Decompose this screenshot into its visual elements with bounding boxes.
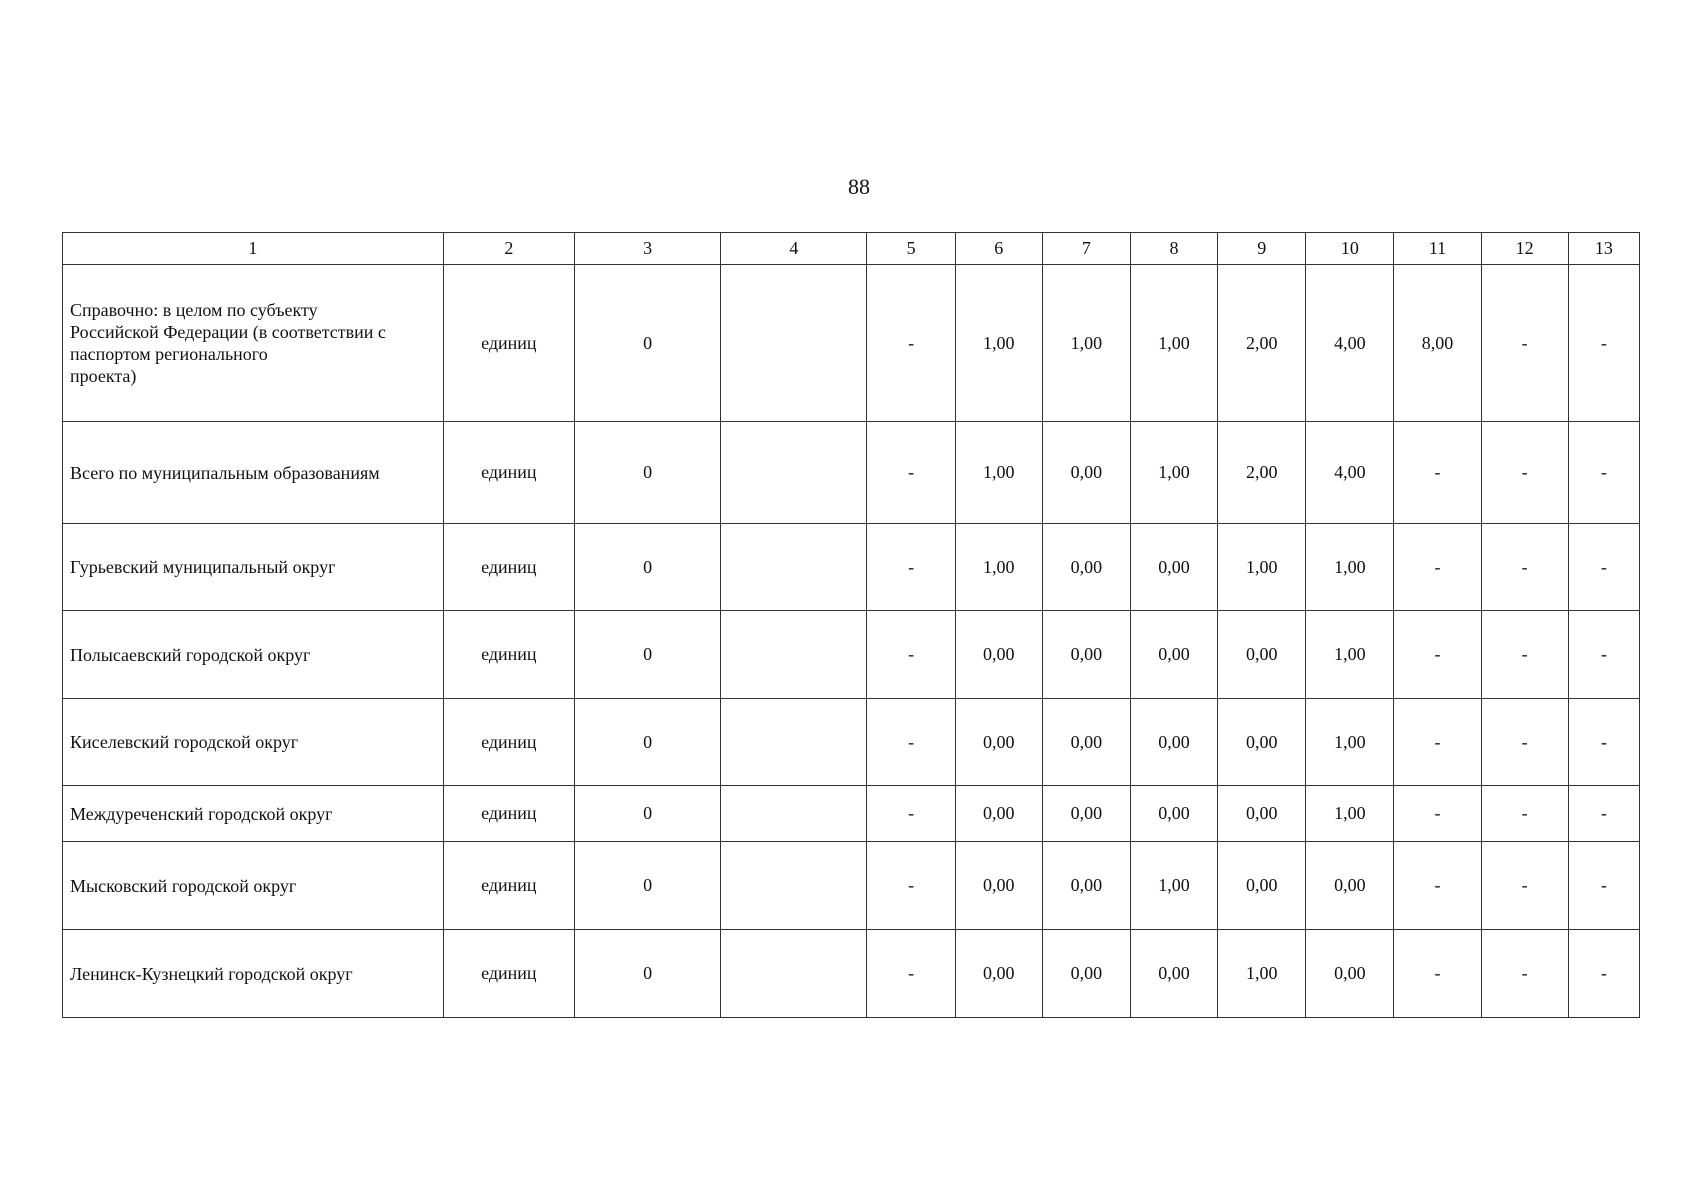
value-cell: 0 <box>574 265 720 422</box>
row-name-line: Российской Федерации (в соответствии с <box>70 322 386 342</box>
value-cell: - <box>1481 930 1568 1018</box>
row-name-cell <box>63 265 444 422</box>
value-cell <box>721 422 867 524</box>
value-cell: - <box>1394 842 1481 930</box>
column-number-row <box>63 233 1640 265</box>
value-cell: 1,00 <box>1130 842 1217 930</box>
value-cell: 1,00 <box>955 422 1042 524</box>
column-number: 1 <box>63 233 444 265</box>
value-cell: 2,00 <box>1218 422 1306 524</box>
value-cell: - <box>867 699 955 786</box>
value-cell: 1,00 <box>1306 699 1394 786</box>
value-cell: 0,00 <box>1042 422 1130 524</box>
table-row <box>63 265 1640 422</box>
value-cell: 0,00 <box>1130 930 1217 1018</box>
value-cell: 1,00 <box>1218 930 1306 1018</box>
column-number: 2 <box>443 233 574 265</box>
table-row <box>63 611 1640 699</box>
value-cell: 0 <box>574 699 720 786</box>
unit-cell: единиц <box>443 699 574 786</box>
column-number: 9 <box>1218 233 1306 265</box>
value-cell: - <box>1394 930 1481 1018</box>
page-number: 88 <box>848 174 870 199</box>
value-cell: 4,00 <box>1306 265 1394 422</box>
column-number: 13 <box>1568 233 1639 265</box>
column-number: 10 <box>1306 233 1394 265</box>
unit-cell: единиц <box>443 422 574 524</box>
value-cell: 1,00 <box>955 265 1042 422</box>
value-cell: 0,00 <box>1130 611 1217 699</box>
value-cell: 1,00 <box>1042 265 1130 422</box>
table-row <box>63 786 1640 842</box>
value-cell: 1,00 <box>1306 611 1394 699</box>
value-cell: - <box>1481 524 1568 611</box>
value-cell: 0,00 <box>1042 786 1130 842</box>
value-cell: - <box>1481 699 1568 786</box>
value-cell: 1,00 <box>1218 524 1306 611</box>
value-cell: 1,00 <box>1306 786 1394 842</box>
value-cell: 1,00 <box>1130 265 1217 422</box>
value-cell: 0,00 <box>955 930 1042 1018</box>
row-name-line: Справочно: в целом по субъекту <box>70 300 318 320</box>
unit-cell: единиц <box>443 524 574 611</box>
value-cell: - <box>867 842 955 930</box>
value-cell: 0,00 <box>1218 699 1306 786</box>
value-cell: 0,00 <box>1218 611 1306 699</box>
value-cell: 0 <box>574 611 720 699</box>
unit-cell: единиц <box>443 842 574 930</box>
row-name-cell: Междуреченский городской округ <box>63 786 444 842</box>
table-row <box>63 422 1640 524</box>
value-cell: 4,00 <box>1306 422 1394 524</box>
value-cell: 1,00 <box>955 524 1042 611</box>
table-row <box>63 699 1640 786</box>
value-cell: 0,00 <box>1042 524 1130 611</box>
value-cell: 0,00 <box>955 786 1042 842</box>
value-cell <box>721 265 867 422</box>
row-name-cell: Полысаевский городской округ <box>63 611 444 699</box>
unit-cell: единиц <box>443 786 574 842</box>
unit-cell: единиц <box>443 611 574 699</box>
row-name-cell: Ленинск-Кузнецкий городской округ <box>63 930 444 1018</box>
table-row <box>63 524 1640 611</box>
value-cell: - <box>867 786 955 842</box>
row-name-line: проекта) <box>70 366 137 386</box>
value-cell: - <box>1568 524 1639 611</box>
value-cell: 0 <box>574 842 720 930</box>
row-name-cell: Всего по муниципальным образованиям <box>63 422 444 524</box>
value-cell: - <box>1568 699 1639 786</box>
value-cell: - <box>1394 786 1481 842</box>
column-number: 11 <box>1394 233 1481 265</box>
value-cell <box>721 930 867 1018</box>
value-cell <box>721 786 867 842</box>
row-name-cell: Мысковский городской округ <box>63 842 444 930</box>
value-cell: 0,00 <box>1306 842 1394 930</box>
value-cell: - <box>1481 422 1568 524</box>
value-cell: - <box>1394 699 1481 786</box>
column-number: 4 <box>721 233 867 265</box>
row-name-cell: Гурьевский муниципальный округ <box>63 524 444 611</box>
value-cell: - <box>1394 422 1481 524</box>
value-cell: 0,00 <box>1130 699 1217 786</box>
value-cell: 0,00 <box>1042 930 1130 1018</box>
value-cell: - <box>867 930 955 1018</box>
row-name-cell: Киселевский городской округ <box>63 699 444 786</box>
value-cell: - <box>1568 786 1639 842</box>
column-number: 12 <box>1481 233 1568 265</box>
value-cell: 1,00 <box>1130 422 1217 524</box>
value-cell <box>721 524 867 611</box>
indicator-table <box>62 232 1640 1018</box>
column-number: 7 <box>1042 233 1130 265</box>
value-cell: 0,00 <box>1130 786 1217 842</box>
value-cell: - <box>1394 611 1481 699</box>
value-cell: - <box>1568 611 1639 699</box>
table-row <box>63 930 1640 1018</box>
value-cell: 0,00 <box>955 842 1042 930</box>
value-cell: 0,00 <box>955 699 1042 786</box>
row-name-line: паспортом регионального <box>70 344 268 364</box>
value-cell: - <box>1481 842 1568 930</box>
value-cell: 0,00 <box>1130 524 1217 611</box>
value-cell: - <box>867 524 955 611</box>
value-cell: 0,00 <box>1218 786 1306 842</box>
value-cell <box>721 611 867 699</box>
value-cell: - <box>1568 842 1639 930</box>
value-cell: 0 <box>574 422 720 524</box>
value-cell: 8,00 <box>1394 265 1481 422</box>
value-cell: 2,00 <box>1218 265 1306 422</box>
value-cell <box>721 842 867 930</box>
value-cell: - <box>867 422 955 524</box>
value-cell: 0 <box>574 524 720 611</box>
unit-cell: единиц <box>443 265 574 422</box>
value-cell <box>721 699 867 786</box>
column-number: 8 <box>1130 233 1217 265</box>
value-cell: - <box>1481 786 1568 842</box>
value-cell: 1,00 <box>1306 524 1394 611</box>
value-cell: - <box>1481 265 1568 422</box>
value-cell: 0,00 <box>1042 842 1130 930</box>
column-number: 6 <box>955 233 1042 265</box>
value-cell: - <box>1568 930 1639 1018</box>
unit-cell: единиц <box>443 930 574 1018</box>
value-cell: - <box>1568 422 1639 524</box>
value-cell: 0 <box>574 786 720 842</box>
value-cell: - <box>867 265 955 422</box>
value-cell: 0,00 <box>1042 611 1130 699</box>
value-cell: 0,00 <box>955 611 1042 699</box>
value-cell: 0 <box>574 930 720 1018</box>
value-cell: - <box>1394 524 1481 611</box>
value-cell: - <box>1568 265 1639 422</box>
value-cell: 0,00 <box>1306 930 1394 1018</box>
value-cell: 0,00 <box>1042 699 1130 786</box>
column-number: 5 <box>867 233 955 265</box>
value-cell: - <box>867 611 955 699</box>
value-cell: - <box>1481 611 1568 699</box>
column-number: 3 <box>574 233 720 265</box>
table-row <box>63 842 1640 930</box>
value-cell: 0,00 <box>1218 842 1306 930</box>
